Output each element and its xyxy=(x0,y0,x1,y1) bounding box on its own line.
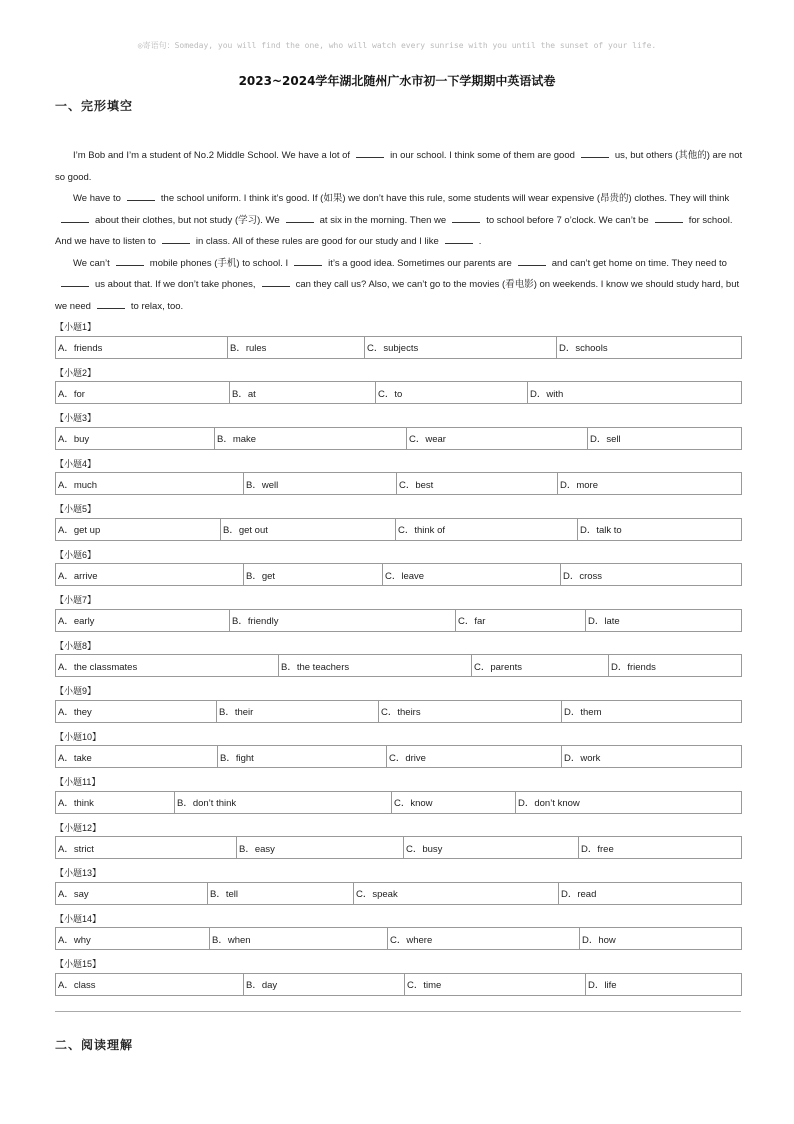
answer-option-c[interactable]: C．best xyxy=(397,473,558,495)
answer-option-d[interactable]: D．read xyxy=(559,882,742,904)
answer-option-c[interactable]: C．busy xyxy=(404,837,579,859)
passage-paragraph xyxy=(55,145,743,188)
answer-option-c[interactable]: C．wear xyxy=(407,427,588,449)
answer-blank xyxy=(581,147,609,158)
answer-option-b[interactable]: B．get xyxy=(244,564,383,586)
answer-blank xyxy=(97,298,125,309)
answer-blank xyxy=(286,212,314,223)
answer-option-c[interactable]: C．parents xyxy=(472,655,609,677)
section-heading-reading: 二、阅读理解 xyxy=(55,1038,134,1052)
option-row xyxy=(55,973,742,996)
answer-blank xyxy=(61,212,89,223)
answer-option-b[interactable]: B．well xyxy=(244,473,397,495)
answer-blank xyxy=(61,276,89,287)
passage-text: We have to xyxy=(73,193,121,204)
section-heading-cloze: 一、完形填空 xyxy=(55,99,134,113)
question-label: 【小题1】 xyxy=(55,322,97,332)
passage-text: I’m Bob and I’m a student of No.2 Middle School. We have a lot of xyxy=(73,150,351,161)
watermark-quote: ◎寄语句：Someday, you will find the one, who will watch every sunrise with you until the sunset of your life. xyxy=(137,41,657,50)
option-row xyxy=(55,654,742,677)
answer-blank xyxy=(518,255,546,266)
question-label: 【小题2】 xyxy=(55,367,97,378)
answer-option-b[interactable]: B．when xyxy=(210,928,388,950)
answer-option-a[interactable]: A．they xyxy=(56,700,217,722)
answer-option-d[interactable]: D．free xyxy=(579,837,742,859)
answer-option-c[interactable]: C．speak xyxy=(354,882,559,904)
answer-option-a[interactable]: A．the classmates xyxy=(56,655,279,677)
question-label: 【小题3】 xyxy=(55,413,97,423)
answer-option-a[interactable]: A．early xyxy=(56,609,230,631)
answer-option-c[interactable]: C．drive xyxy=(387,746,562,768)
answer-option-c[interactable]: C．know xyxy=(392,791,516,813)
answer-option-c[interactable]: C．to xyxy=(376,382,528,404)
option-row xyxy=(55,381,742,404)
answer-blank xyxy=(655,212,683,223)
answer-option-b[interactable]: B．at xyxy=(230,382,376,404)
answer-option-b[interactable]: B．tell xyxy=(208,882,354,904)
answer-option-a[interactable]: A．for xyxy=(56,382,230,404)
answer-option-a[interactable]: A．buy xyxy=(56,427,215,449)
answer-option-d[interactable]: D．work xyxy=(562,746,742,768)
answer-option-b[interactable]: B．easy xyxy=(237,837,404,859)
answer-option-b[interactable]: B．the teachers xyxy=(279,655,472,677)
answer-option-a[interactable]: A．say xyxy=(56,882,208,904)
answer-option-b[interactable]: B．fight xyxy=(218,746,387,768)
answer-option-a[interactable]: A．friends xyxy=(56,336,228,358)
passage-text: can they call us? Also, we can’t go to the movies (看电影) on weekends. I know we should study hard, but we need xyxy=(55,279,740,312)
answer-option-d[interactable]: D．them xyxy=(562,700,742,722)
answer-option-d[interactable]: D．life xyxy=(586,973,742,995)
answer-option-c[interactable]: C．time xyxy=(405,973,586,995)
answer-blank xyxy=(262,276,290,287)
answer-option-d[interactable]: D．schools xyxy=(557,336,742,358)
option-row xyxy=(55,927,742,950)
passage-text: to relax, too. xyxy=(130,300,184,312)
passage-text: for school. And we have to listen to xyxy=(55,214,733,247)
answer-option-d[interactable]: D．cross xyxy=(561,564,742,586)
question-label: 【小题14】 xyxy=(55,913,102,924)
passage-text: the school uniform. I think it’s good. If (如果) we don’t have this rule, some students will wear expensive (昂贵的) clothes. They will think xyxy=(160,193,730,204)
question-list xyxy=(55,320,741,1003)
option-row xyxy=(55,836,742,859)
question-label: 【小题12】 xyxy=(55,822,102,833)
answer-option-b[interactable]: B．their xyxy=(217,700,379,722)
answer-option-b[interactable]: B．friendly xyxy=(230,609,456,631)
answer-blank xyxy=(356,147,384,158)
passage-text: . xyxy=(478,236,482,247)
answer-option-d[interactable]: D．talk to xyxy=(578,518,742,540)
answer-option-c[interactable]: C．subjects xyxy=(365,336,557,358)
option-row xyxy=(55,745,742,768)
answer-option-a[interactable]: A．get up xyxy=(56,518,221,540)
passage-text: to school before 7 o’clock. We can’t be xyxy=(486,214,649,226)
answer-option-a[interactable]: A．think xyxy=(56,791,175,813)
passage-text: about their clothes, but not study (学习). We xyxy=(95,214,280,226)
option-row xyxy=(55,563,742,586)
answer-option-d[interactable]: D．late xyxy=(586,609,742,631)
answer-blank xyxy=(116,255,144,266)
answer-option-b[interactable]: B．don’t think xyxy=(175,791,392,813)
answer-option-c[interactable]: C．where xyxy=(388,928,580,950)
answer-option-c[interactable]: C．leave xyxy=(383,564,561,586)
passage-paragraph xyxy=(55,253,743,318)
answer-option-d[interactable]: D．don’t know xyxy=(516,791,742,813)
question-label: 【小题6】 xyxy=(55,549,97,560)
option-row xyxy=(55,700,742,723)
question-label: 【小题15】 xyxy=(55,959,102,969)
answer-blank xyxy=(452,212,480,223)
answer-option-d[interactable]: D．sell xyxy=(588,427,742,449)
passage-text: in our school. I think some of them are good xyxy=(390,150,575,161)
question-label: 【小题11】 xyxy=(55,777,101,787)
question-label: 【小题4】 xyxy=(55,458,97,469)
answer-option-c[interactable]: C．far xyxy=(456,609,586,631)
question-label: 【小题13】 xyxy=(55,868,102,878)
option-row xyxy=(55,336,742,359)
answer-option-a[interactable]: A．much xyxy=(56,473,244,495)
answer-blank xyxy=(162,233,190,244)
passage-text: at six in the morning. Then we xyxy=(319,214,447,226)
passage-text: us, but others (其他的) are not so good. xyxy=(55,150,743,183)
answer-option-d[interactable]: D．friends xyxy=(609,655,742,677)
answer-option-a[interactable]: A．why xyxy=(56,928,210,950)
answer-option-a[interactable]: A．class xyxy=(56,973,244,995)
passage-text: We can’t xyxy=(73,257,110,269)
answer-option-b[interactable]: B．rules xyxy=(228,336,365,358)
option-row xyxy=(55,518,742,541)
question-label: 【小题5】 xyxy=(55,504,97,514)
section-divider xyxy=(55,1011,741,1012)
passage-text: in class. All of these rules are good for our study and I like xyxy=(195,236,439,247)
answer-option-a[interactable]: A．take xyxy=(56,746,218,768)
page-title: 2023~2024学年湖北随州广水市初一下学期期中英语试卷 xyxy=(238,74,556,88)
answer-option-b[interactable]: B．get out xyxy=(221,518,396,540)
answer-option-a[interactable]: A．arrive xyxy=(56,564,244,586)
option-row xyxy=(55,609,742,632)
passage-text: us about that. If we don’t take phones, xyxy=(95,279,256,290)
option-row xyxy=(55,472,742,495)
answer-option-d[interactable]: D．with xyxy=(528,382,742,404)
answer-option-c[interactable]: C．think of xyxy=(396,518,578,540)
passage-text: mobile phones (手机) to school. I xyxy=(149,257,289,269)
question-label: 【小题10】 xyxy=(55,731,102,742)
question-label: 【小题9】 xyxy=(55,686,97,696)
answer-option-b[interactable]: B．day xyxy=(244,973,405,995)
answer-blank xyxy=(445,233,473,244)
answer-option-a[interactable]: A．strict xyxy=(56,837,237,859)
answer-option-d[interactable]: D．how xyxy=(580,928,742,950)
answer-option-c[interactable]: C．theirs xyxy=(379,700,562,722)
passage-paragraph xyxy=(55,188,743,253)
option-row xyxy=(55,791,742,814)
question-label: 【小题8】 xyxy=(55,640,97,651)
answer-option-b[interactable]: B．make xyxy=(215,427,407,449)
option-row xyxy=(55,427,742,450)
cloze-passage xyxy=(55,145,743,317)
passage-text: and can’t get home on time. They need to xyxy=(551,257,727,269)
answer-blank xyxy=(294,255,322,266)
answer-blank xyxy=(127,190,155,201)
passage-text: it’s a good idea. Sometimes our parents are xyxy=(328,257,512,269)
question-label: 【小题7】 xyxy=(55,595,97,605)
answer-option-d[interactable]: D．more xyxy=(558,473,742,495)
option-row xyxy=(55,882,742,905)
